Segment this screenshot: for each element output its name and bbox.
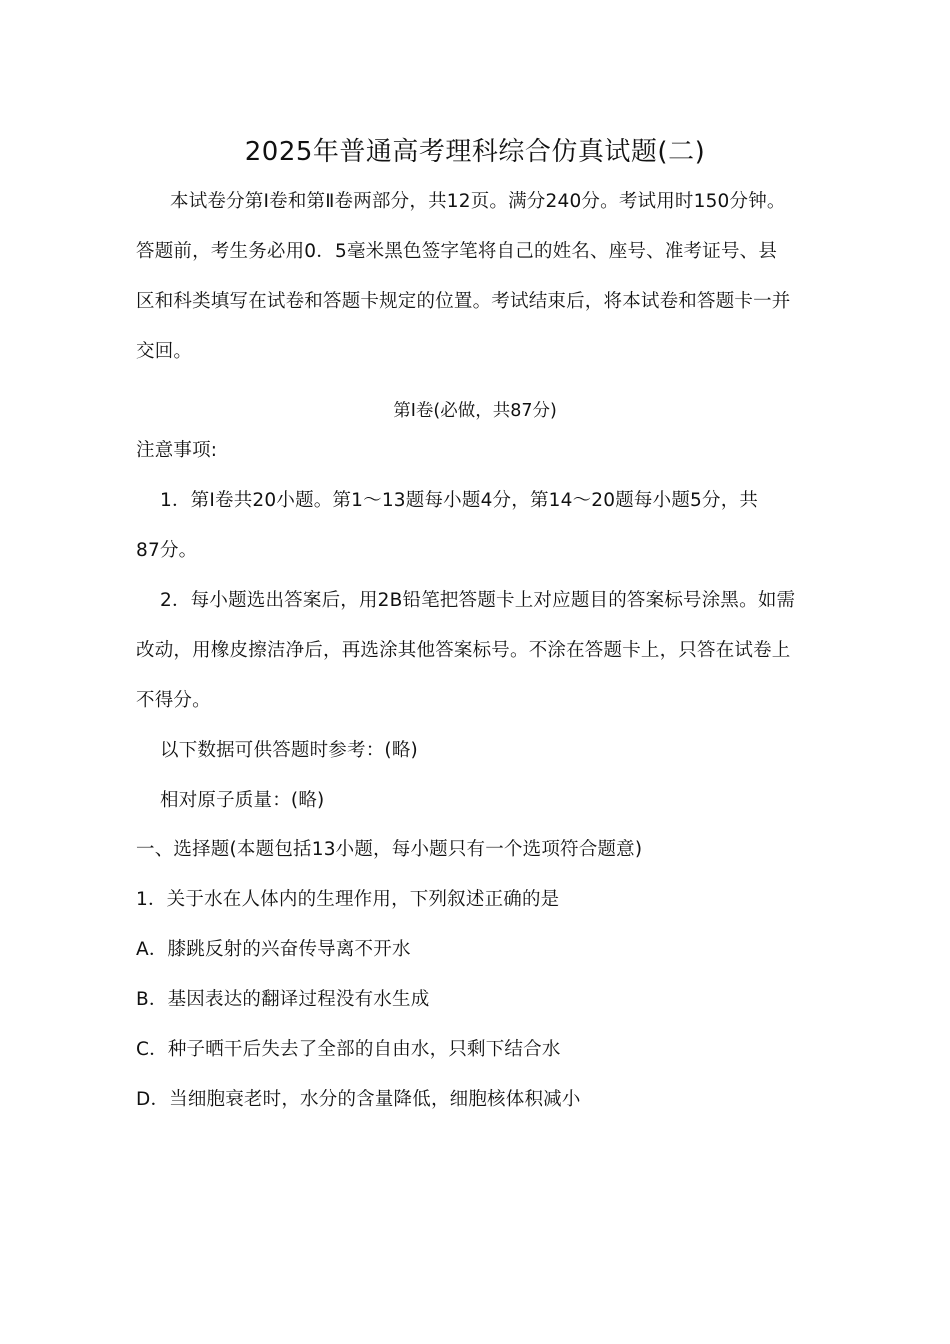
note-1-line-1: 1．第Ⅰ卷共20小题。第1～13题每小题4分，第14～20题每小题5分，共 bbox=[160, 490, 759, 511]
question-1-option-d: D．当细胞衰老时，水分的含量降低，细胞核体积减小 bbox=[136, 1089, 581, 1110]
note-2-line-3: 不得分。 bbox=[136, 690, 211, 711]
notes-label: 注意事项: bbox=[136, 440, 218, 461]
note-1-line-2: 87分。 bbox=[136, 540, 198, 561]
note-2-line-2: 改动，用橡皮擦洁净后，再选涂其他答案标号。不涂在答题卡上，只答在试卷上 bbox=[136, 640, 791, 661]
intro-line-1: 本试卷分第Ⅰ卷和第Ⅱ卷两部分，共12页。满分240分。考试用时150分钟。 bbox=[170, 191, 786, 212]
intro-line-2: 答题前，考生务必用0．5毫米黑色签字笔将自己的姓名、座号、准考证号、县 bbox=[136, 241, 778, 262]
section-heading: 第Ⅰ卷(必做，共87分) bbox=[393, 401, 557, 421]
intro-line-3: 区和科类填写在试卷和答题卡规定的位置。考试结束后，将本试卷和答题卡一并 bbox=[136, 291, 791, 312]
exam-title: 2025年普通高考理科综合仿真试题(二) bbox=[244, 137, 706, 167]
note-2-line-1: 2．每小题选出答案后，用2B铅笔把答题卡上对应题目的答案标号涂黑。如需 bbox=[160, 590, 796, 611]
question-1-option-c: C．种子晒干后失去了全部的自由水，只剩下结合水 bbox=[136, 1039, 561, 1060]
reference-data-note: 以下数据可供答题时参考：(略) bbox=[160, 740, 418, 761]
question-1-option-a: A．膝跳反射的兴奋传导离不开水 bbox=[136, 939, 411, 960]
question-1-option-b: B．基因表达的翻译过程没有水生成 bbox=[136, 989, 430, 1010]
atomic-mass-note: 相对原子质量：(略) bbox=[160, 790, 325, 811]
part-1-heading: 一、选择题(本题包括13小题，每小题只有一个选项符合题意) bbox=[136, 839, 643, 860]
question-1-stem: 1．关于水在人体内的生理作用，下列叙述正确的是 bbox=[136, 889, 560, 910]
intro-line-4: 交回。 bbox=[136, 341, 193, 362]
